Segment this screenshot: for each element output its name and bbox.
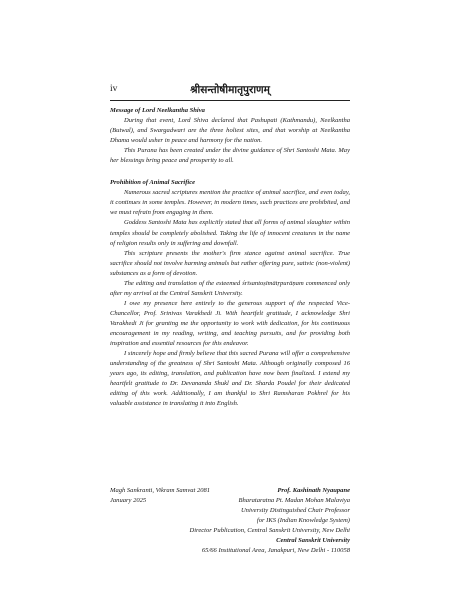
paragraph: I owe my presence here entirely to the generous support of the respected Vice-Chancellor, Prof. Srinivas Varakhedi Ji. With heartfelt gratitude, I acknowledge Shri Varakhedi Ji for granting me the opportunity to work with dedication, for his continuous encouragement in my reading, writing, and teaching pursuits, and for providing both inspiration and essential resources for this endeavor. bbox=[110, 299, 350, 348]
page-number: iv bbox=[110, 84, 118, 94]
paragraph: Numerous sacred scriptures mention the practice of animal sacrifice, and even today, it continues in some temples. However, in modern times, such practices are prohibited, and we must refrain from engaging in them. bbox=[110, 189, 350, 217]
section-spacer bbox=[110, 166, 350, 178]
running-title: श्रीसन्तोषीमातृपुराणम् bbox=[190, 84, 270, 96]
date-line: January 2025 bbox=[110, 497, 147, 504]
organization-name: Central Sanskrit University bbox=[276, 537, 350, 544]
paragraph: I sincerely hope and firmly believe that this sacred Purana will offer a comprehensive understanding of the greatness of Shri Santoshi Mata. Although originally composed 16 years ago, its editing, translation, and publication have now been finalized. I extend my heartfelt gratitude to Dr. Devananda Shukl and Dr. Sharda Poudel for their dedicated editing of this work. Additionally, I am thankful to Shri Ramsharan Pokhrel for his valuable assistance in translating it into English. bbox=[110, 350, 350, 408]
section-title: Message of Lord Neelkantha Shiva bbox=[110, 107, 205, 114]
date-line: Magh Sankranti, Vikram Samvat 2081 bbox=[110, 487, 211, 494]
author-title-line: Bharataratna Pt. Madan Mohan Malaviya bbox=[238, 497, 350, 504]
organization-address: 65/66 Institutional Area, Janakpuri, New Delhi - 110058 bbox=[201, 547, 350, 554]
paragraph: This scripture presents the mother's firm stance against animal sacrifice. True sacrifice should not involve harming animals but rather offering pure, sattvic (non-violent) substances as a form of devotion. bbox=[110, 249, 350, 277]
paragraph: Goddess Santoshi Mata has explicitly stated that all forms of animal slaughter within temples should be completely abolished. Taking the life of innocent creatures in the name of religion results only in suffering and downfall. bbox=[110, 219, 350, 247]
paragraph: The editing and translation of the esteemed śrīsantoṣīmātṛpurāṇam commenced only after my arrival at the Central Sanskrit University. bbox=[110, 279, 350, 297]
paragraph: This Purana has been created under the divine guidance of Shri Santoshi Mata. May her blessings bring peace and prosperity to all. bbox=[110, 147, 350, 165]
author-title-line: University Distinguished Chair Professor bbox=[240, 507, 350, 514]
author-title-line: Director Publication, Central Sanskrit University, New Delhi bbox=[189, 527, 350, 534]
paragraph: During that event, Lord Shiva declared that Pashupati (Kathmandu), Neelkantha (Butwal), and Swargadwari are the three holiest sites, and that worship at Neelkantha Dhama would usher in peace and harmony for the nation. bbox=[110, 117, 350, 145]
page-body bbox=[110, 106, 350, 409]
author-name: Prof. Kashinath Nyaupane bbox=[277, 487, 350, 494]
page-header bbox=[110, 84, 350, 101]
author-details bbox=[150, 486, 350, 556]
author-title-line: for IKS (Indian Knowledge System) bbox=[256, 517, 350, 524]
section-title: Prohibition of Animal Sacrifice bbox=[110, 179, 196, 187]
